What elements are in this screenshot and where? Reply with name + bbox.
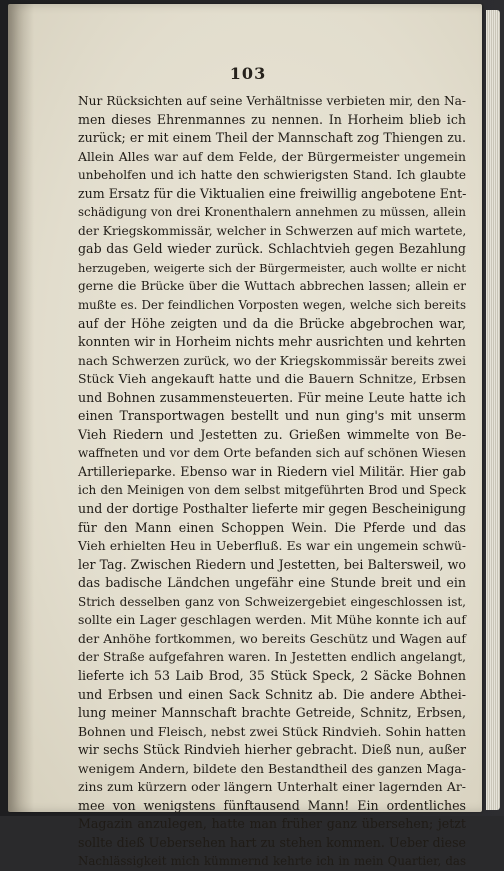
text-line: Nachlässigkeit mich kümmernd kehrte ich in mein Quartier, das xyxy=(78,854,466,869)
text-line: konnten wir in Horheim nichts mehr ausrichten und kehrten xyxy=(78,334,466,350)
text-line: Strich desselben ganz von Schweizergebiet eingeschlossen ist, xyxy=(78,594,466,609)
text-line: sollte dieß Uebersehen hart zu stehen kommen. Ueber diese xyxy=(78,834,466,850)
page-number: 103 xyxy=(229,64,267,83)
text-line: gab das Geld wieder zurück. Schlachtvieh gegen Bezahlung xyxy=(78,241,466,257)
text-line: unbeholfen und ich hatte den schwierigsten Stand. Ich glaubte xyxy=(78,168,466,183)
text-line: Vieh Riedern und Jestetten zu. Grießen wimmelte von Be- xyxy=(78,426,466,442)
text-line: lung meiner Mannschaft brachte Getreide, Schnitz, Erbsen, xyxy=(78,705,466,721)
text-line: für den Mann einen Schoppen Wein. Die Pferde und das xyxy=(78,519,466,535)
text-line: Magazin anzulegen, hatte man früher ganz übersehen; jetzt xyxy=(78,816,466,832)
text-line: zurück; er mit einem Theil der Mannschaft zog Thiengen zu. xyxy=(78,130,466,146)
text-line: zins zum kürzern oder längern Unterhalt einer lagernden Ar- xyxy=(78,779,466,795)
text-line: wir sechs Stück Rindvieh hierher gebracht. Dieß nun, außer xyxy=(78,742,466,758)
text-line: sollte ein Lager geschlagen werden. Mit Mühe konnte ich auf xyxy=(78,612,466,628)
text-line: waffneten und vor dem Orte befanden sich auf schönen Wiesen xyxy=(78,446,466,461)
text-line: mee von wenigstens fünftausend Mann! Ein ordentliches xyxy=(78,797,466,813)
text-line: Nur Rücksichten auf seine Verhältnisse verbieten mir, den Na- xyxy=(78,94,466,108)
text-line: auf der Höhe zeigten und da die Brücke abgebrochen war, xyxy=(78,315,466,331)
text-line: das badische Ländchen ungefähr eine Stunde breit und ein xyxy=(78,575,466,591)
text-line: gerne die Brücke über die Wuttach abbrechen lassen; allein er xyxy=(78,279,466,294)
text-line: einen Transportwagen bestellt und nun ging's mit unserm xyxy=(78,408,466,424)
book-page xyxy=(8,4,482,869)
text-line: und Erbsen und einen Sack Schnitz ab. Die andere Abthei- xyxy=(78,686,466,702)
page-text-body xyxy=(78,92,466,871)
text-line: men dieses Ehrenmannes zu nennen. In Horheim blieb ich xyxy=(78,111,466,127)
text-line: lieferte ich 53 Laib Brod, 35 Stück Speck, 2 Säcke Bohnen xyxy=(78,667,466,683)
text-line: Stück Vieh angekauft hatte und die Bauern Schnitze, Erbsen xyxy=(78,371,466,387)
text-line: wenigem Andern, bildete den Bestandtheil des ganzen Maga- xyxy=(78,760,466,776)
text-line: ich den Meinigen von dem selbst mitgeführten Brod und Speck xyxy=(78,483,466,498)
text-line: herzugeben, weigerte sich der Bürgermeister, auch wollte er nicht xyxy=(78,260,466,275)
text-line: der Anhöhe fortkommen, wo bereits Geschütz und Wagen auf xyxy=(78,630,466,646)
text-line: nach Schwerzen zurück, wo der Kriegskommissär bereits zwei xyxy=(78,353,467,368)
text-line: Bohnen und Fleisch, nebst zwei Stück Rindvieh. Sohin hatten xyxy=(78,723,466,739)
text-line: und Bohnen zusammensteuerten. Für meine Leute hatte ich xyxy=(78,389,466,405)
text-line: zum Ersatz für die Viktualien eine freiwillig angebotene Ent- xyxy=(78,185,467,201)
text-line: Allein Alles war auf dem Felde, der Bürgermeister ungemein xyxy=(78,148,466,164)
text-line: Vieh erhielten Heu in Ueberfluß. Es war ein ungemein schwü- xyxy=(78,539,466,554)
text-line: der Straße aufgefahren waren. In Jestetten endlich angelangt, xyxy=(78,650,466,665)
text-line: und der dortige Posthalter lieferte mir gegen Bescheinigung xyxy=(78,501,466,517)
text-line: Artillerieparke. Ebenso war in Riedern viel Militär. Hier gab xyxy=(78,463,466,479)
text-line: ler Tag. Zwischen Riedern und Jestetten, bei Baltersweil, wo xyxy=(78,556,466,572)
text-line: schädigung von drei Kronenthalern annehmen zu müssen, allein xyxy=(78,205,466,220)
page-stack-edges xyxy=(486,10,500,810)
text-line: mußte es. Der feindlichen Vorposten wegen, welche sich bereits xyxy=(78,298,466,313)
gutter-shadow xyxy=(8,4,34,812)
text-line: der Kriegskommissär, welcher in Schwerzen auf mich wartete, xyxy=(78,223,467,238)
